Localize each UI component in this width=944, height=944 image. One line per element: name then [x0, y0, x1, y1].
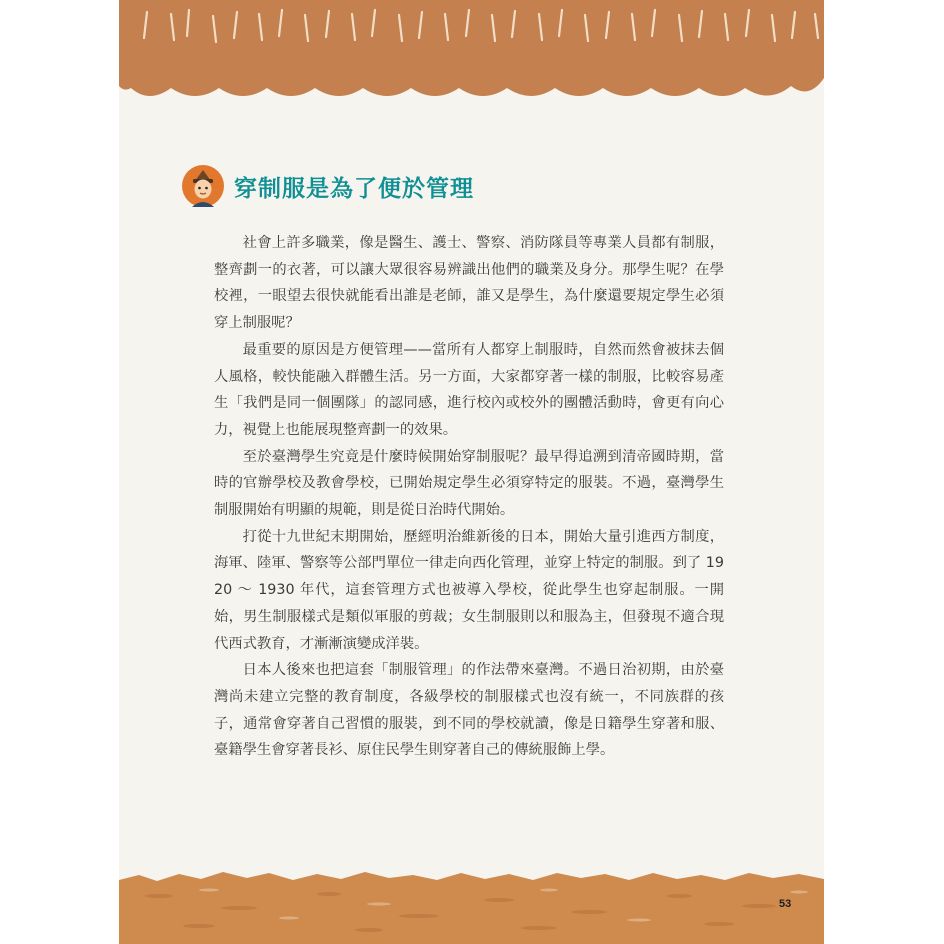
paragraph: 最重要的原因是方便管理——當所有人都穿上制服時，自然而然會被抹去個人風格，較快能融入群體生活。另一方面，大家都穿著一樣的制服，比較容易產生「我們是同一個團隊」的認同感，進行校內或校外的團體活動時，會更有向心力，視覺上也能展現整齊劃一的效果。 — [214, 341, 724, 438]
page-number: 53 — [779, 898, 792, 910]
paragraph: 打從十九世紀末期開始，歷經明治維新後的日本，開始大量引進西方制度，海軍、陸軍、警察等公部門單位一律走向西化管理，並穿上特定的制服。到了 1920 ～ 1930 年代，這套管理方式也被導入學校，從此學生也穿起制服。一開始，男生制服樣式是類似軍服的剪裁；女生制服則以和服為主，但發現不適合現代西式教育，才漸漸演變成洋裝。 — [214, 528, 724, 652]
paragraph: 日本人後來也把這套「制服管理」的作法帶來臺灣。不過日治初期，由於臺灣尚未建立完整的教育制度，各級學校的制服樣式也沒有統一，不同族群的孩子，通常會穿著自己習慣的服裝，到不同的學校就讀，像是日籍學生穿著和服、臺籍學生會穿著長衫、原住民學生則穿著自己的傳統服飾上學。 — [214, 662, 724, 759]
ground-decoration — [119, 866, 824, 944]
section-heading — [182, 163, 474, 209]
awning-decoration — [119, 0, 824, 112]
body-text — [214, 230, 724, 764]
paragraph: 至於臺灣學生究竟是什麼時候開始穿制服呢？最早得追溯到清帝國時期，當時的官辦學校及教會學校，已開始規定學生必須穿特定的服裝。不過，臺灣學生制服開始有明顯的規範，則是從日治時代開始。 — [214, 448, 724, 519]
book-page — [119, 0, 824, 944]
paragraph: 社會上許多職業，像是醫生、護士、警察、消防隊員等專業人員都有制服，整齊劃一的衣著，可以讓大眾很容易辨識出他們的職業及身分。那學生呢？在學校裡，一眼望去很快就能看出誰是老師，誰又是學生，為什麼還要規定學生必須穿上制服呢？ — [214, 235, 724, 332]
avatar-icon — [182, 165, 224, 207]
section-title: 穿制服是為了便於管理 — [234, 175, 474, 202]
